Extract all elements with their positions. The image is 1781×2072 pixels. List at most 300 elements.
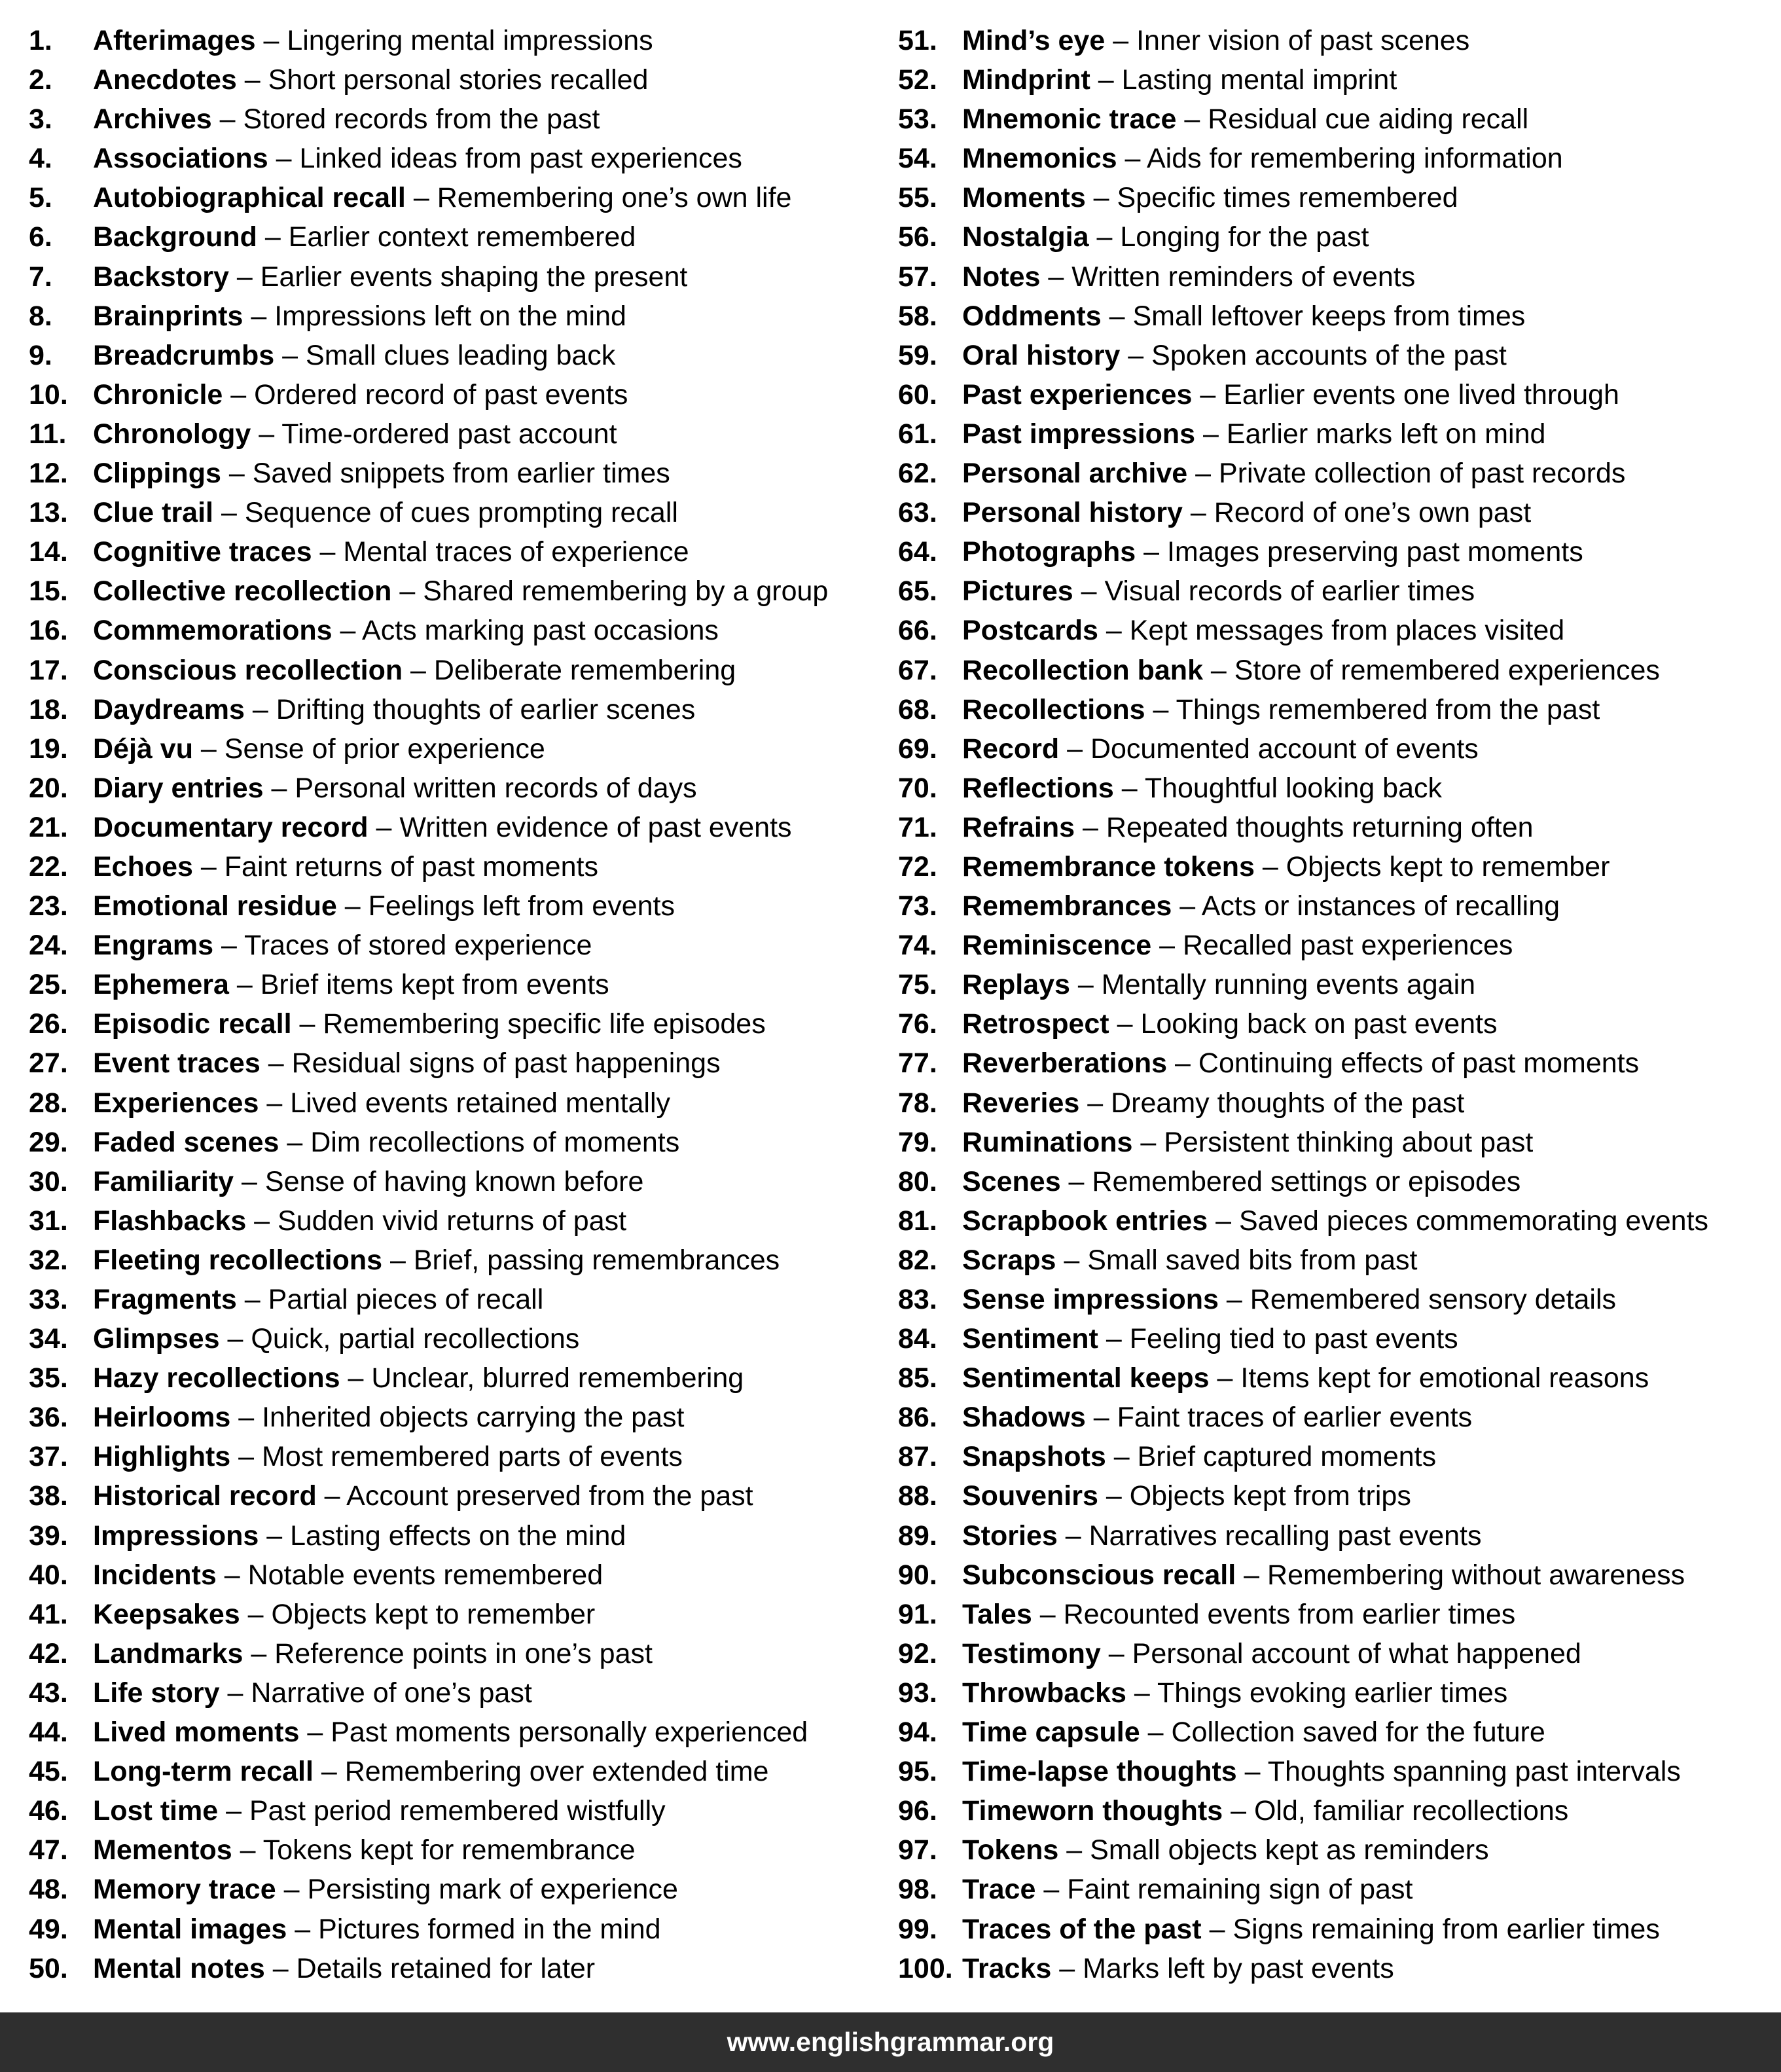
entry-number: 4. [29, 143, 52, 175]
entry-term: Long-term recall [93, 1756, 314, 1788]
entry-definition: Objects kept to remember [1286, 850, 1610, 882]
entry-separator: – [228, 261, 261, 293]
entry-separator: – [1059, 733, 1090, 765]
list-item [29, 139, 880, 178]
list-item [898, 1083, 1775, 1123]
entry-term: Glimpses [93, 1323, 220, 1355]
entry-term: Stories [962, 1519, 1058, 1552]
entry-separator: – [1073, 575, 1105, 608]
entry-separator: – [192, 850, 225, 882]
list-item [898, 1949, 1775, 1988]
entry-number: 87. [898, 1441, 937, 1473]
list-item [29, 1201, 880, 1241]
entry-separator: – [211, 103, 243, 136]
entry-definition: Remembering over extended time [344, 1756, 769, 1788]
entry-separator: – [291, 1008, 323, 1040]
entry-term: Clippings [93, 458, 221, 490]
entry-separator: – [1058, 1834, 1090, 1866]
entry-number: 33. [29, 1284, 68, 1315]
entry-term: Mnemonic trace [962, 103, 1177, 136]
list-item [29, 217, 880, 257]
list-item [898, 847, 1775, 886]
footer-bar [0, 2012, 1781, 2072]
list-item [898, 1201, 1775, 1241]
entry-number: 76. [898, 1008, 937, 1040]
list-item [29, 1791, 880, 1830]
entry-number: 83. [898, 1284, 937, 1315]
list-item [29, 1004, 880, 1044]
entry-number: 32. [29, 1244, 68, 1276]
entry-term: Impressions [93, 1519, 259, 1552]
list-item [898, 572, 1775, 611]
entry-definition: Residual cue aiding recall [1208, 103, 1529, 136]
entry-number: 28. [29, 1087, 68, 1119]
entry-separator: – [368, 811, 400, 843]
entry-definition: Persisting mark of experience [307, 1874, 678, 1906]
entry-term: Déjà vu [93, 733, 193, 765]
entry-definition: Objects kept from trips [1129, 1480, 1411, 1512]
list-item [898, 1123, 1775, 1162]
entry-separator: – [216, 1559, 248, 1591]
entry-number: 12. [29, 458, 68, 490]
list-item [29, 572, 880, 611]
entry-number: 70. [898, 772, 937, 804]
word-list-right-column [898, 21, 1775, 1988]
entry-number: 44. [29, 1717, 68, 1749]
entry-number: 63. [898, 497, 937, 529]
entry-number: 59. [898, 339, 937, 371]
entry-definition: Personal account of what happened [1132, 1637, 1581, 1669]
entry-separator: – [1209, 1362, 1241, 1394]
entry-definition: Unclear, blurred remembering [371, 1362, 744, 1394]
entry-term: Incidents [93, 1559, 217, 1591]
entry-definition: Record of one’s own past [1214, 497, 1532, 529]
list-item [898, 414, 1775, 454]
entry-definition: Small saved bits from past [1087, 1244, 1418, 1276]
entry-term: Snapshots [962, 1441, 1106, 1473]
entry-number: 15. [29, 575, 68, 608]
list-item [29, 769, 880, 808]
entry-definition: Kept messages from places visited [1129, 615, 1565, 647]
entry-term: Remembrances [962, 890, 1172, 922]
list-item [898, 21, 1775, 60]
entry-definition: Narrative of one’s past [251, 1677, 532, 1709]
entry-number: 49. [29, 1913, 68, 1945]
list-item [898, 1044, 1775, 1083]
list-item [898, 1004, 1775, 1044]
entry-term: Echoes [93, 850, 193, 882]
entry-term: Time-lapse thoughts [962, 1756, 1237, 1788]
entry-term: Scrapbook entries [962, 1205, 1208, 1237]
list-item [898, 1791, 1775, 1830]
entry-term: Pictures [962, 575, 1073, 608]
entry-number: 74. [898, 930, 937, 962]
list-item [29, 1044, 880, 1083]
list-item [29, 1555, 880, 1595]
list-item [29, 651, 880, 690]
entry-separator: – [391, 575, 423, 608]
entry-separator: – [264, 1952, 297, 1984]
entry-term: Highlights [93, 1441, 231, 1473]
list-item [29, 297, 880, 336]
entry-definition: Short personal stories recalled [268, 64, 649, 96]
entry-term: Daydreams [93, 693, 245, 725]
list-item [29, 257, 880, 297]
entry-separator: – [1136, 536, 1167, 568]
list-item [898, 1713, 1775, 1752]
entry-separator: – [244, 693, 276, 725]
entry-number: 100. [898, 1952, 953, 1984]
entry-separator: – [1098, 615, 1130, 647]
list-item [898, 100, 1775, 139]
entry-separator: – [228, 969, 261, 1001]
entry-definition: Inner vision of past scenes [1136, 25, 1470, 56]
entry-separator: – [260, 1047, 292, 1080]
list-item [29, 21, 880, 60]
list-item [898, 297, 1775, 336]
entry-separator: – [236, 64, 268, 96]
entry-number: 37. [29, 1441, 68, 1473]
entry-definition: Remembering one’s own life [437, 182, 792, 214]
entry-term: Brainprints [93, 300, 243, 332]
entry-definition: Account preserved from the past [346, 1480, 753, 1512]
entry-term: Emotional residue [93, 890, 337, 922]
entry-term: Ephemera [93, 969, 229, 1001]
entry-number: 52. [898, 64, 937, 96]
entry-separator: – [1192, 378, 1224, 410]
entry-definition: Written evidence of past events [399, 811, 792, 843]
entry-definition: Looking back on past events [1140, 1008, 1498, 1040]
list-item [898, 532, 1775, 572]
entry-separator: – [1051, 1952, 1083, 1984]
entry-number: 9. [29, 339, 52, 371]
entry-number: 50. [29, 1952, 68, 1984]
entry-separator: – [1223, 1795, 1254, 1827]
entry-number: 13. [29, 497, 68, 529]
list-item [29, 1713, 880, 1752]
list-item [898, 1516, 1775, 1555]
list-item [29, 729, 880, 769]
entry-separator: – [287, 1913, 319, 1945]
entry-separator: – [1101, 300, 1133, 332]
list-item [29, 886, 880, 926]
entry-definition: Lasting effects on the mind [290, 1519, 626, 1552]
entry-separator: – [219, 1323, 251, 1355]
entry-separator: – [1070, 969, 1102, 1001]
entry-separator: – [313, 1756, 345, 1788]
entry-definition: Aids for remembering information [1146, 143, 1563, 175]
entry-definition: Old, familiar recollections [1253, 1795, 1569, 1827]
entry-separator: – [1236, 1756, 1268, 1788]
entry-number: 55. [898, 182, 937, 214]
entry-separator: – [1085, 1402, 1117, 1434]
entry-term: Past experiences [962, 378, 1193, 410]
entry-separator: – [1182, 497, 1214, 529]
entry-definition: Small leftover keeps from times [1132, 300, 1526, 332]
list-item [898, 1634, 1775, 1673]
list-item [29, 1083, 880, 1123]
entry-term: Ruminations [962, 1126, 1133, 1158]
entry-term: Afterimages [93, 25, 256, 56]
entry-number: 21. [29, 811, 68, 843]
entry-term: Landmarks [93, 1637, 243, 1669]
entry-definition: Remembering specific life episodes [323, 1008, 766, 1040]
entry-definition: Narratives recalling past events [1088, 1519, 1482, 1552]
entry-term: Experiences [93, 1087, 259, 1119]
entry-definition: Time-ordered past account [281, 418, 617, 450]
entry-separator: – [1090, 64, 1122, 96]
entry-term: Anecdotes [93, 64, 237, 96]
entry-separator: – [1075, 811, 1106, 843]
entry-term: Personal archive [962, 458, 1188, 490]
entry-number: 80. [898, 1165, 937, 1197]
entry-definition: Objects kept to remember [271, 1598, 596, 1630]
entry-number: 90. [898, 1559, 937, 1591]
list-item [29, 100, 880, 139]
list-item [29, 808, 880, 847]
entry-number: 64. [898, 536, 937, 568]
entry-term: Subconscious recall [962, 1559, 1236, 1591]
entry-number: 91. [898, 1598, 937, 1630]
entry-separator: – [1187, 458, 1219, 490]
entry-separator: – [1202, 654, 1234, 686]
list-item [898, 1595, 1775, 1634]
entry-term: Autobiographical recall [93, 182, 406, 214]
entry-number: 60. [898, 378, 937, 410]
entry-number: 17. [29, 654, 68, 686]
list-item [29, 1949, 880, 1988]
entry-separator: – [279, 1126, 311, 1158]
footer-url[interactable]: www.englishgrammar.org [727, 2027, 1054, 2057]
entry-separator: – [223, 378, 255, 410]
entry-separator: – [263, 772, 295, 804]
list-item [898, 1280, 1775, 1319]
entry-number: 18. [29, 693, 68, 725]
entry-definition: Faint traces of earlier events [1117, 1402, 1473, 1434]
entry-separator: – [1105, 25, 1137, 56]
entry-term: Archives [93, 103, 212, 136]
entry-separator: – [1040, 261, 1072, 293]
entry-term: Tales [962, 1598, 1032, 1630]
entry-term: Reverberations [962, 1047, 1168, 1080]
entry-number: 77. [898, 1047, 937, 1080]
entry-definition: Impressions left on the mind [274, 300, 626, 332]
entry-definition: Dim recollections of moments [310, 1126, 680, 1158]
entry-term: Notes [962, 261, 1041, 293]
entry-definition: Earlier events shaping the present [260, 261, 688, 293]
entry-separator: – [1109, 1008, 1141, 1040]
entry-number: 34. [29, 1323, 68, 1355]
entry-number: 47. [29, 1834, 68, 1866]
entry-separator: – [1120, 339, 1152, 371]
entry-term: Tracks [962, 1952, 1052, 1984]
entry-number: 85. [898, 1362, 937, 1394]
list-item [29, 1752, 880, 1791]
entry-number: 40. [29, 1559, 68, 1591]
entry-separator: – [230, 1441, 262, 1473]
entry-separator: – [236, 1284, 268, 1315]
entry-definition: Mentally running events again [1101, 969, 1476, 1001]
entry-term: Personal history [962, 497, 1183, 529]
list-item [29, 414, 880, 454]
entry-term: Photographs [962, 536, 1136, 568]
list-item [29, 1123, 880, 1162]
entry-definition: Most remembered parts of events [262, 1441, 683, 1473]
entry-separator: – [255, 25, 287, 56]
entry-number: 62. [898, 458, 937, 490]
entry-separator: – [405, 182, 437, 214]
entry-separator: – [1035, 1874, 1068, 1906]
entry-separator: – [257, 221, 289, 253]
entry-number: 69. [898, 733, 937, 765]
list-item [898, 60, 1775, 100]
entry-separator: – [232, 1834, 263, 1866]
list-item [898, 217, 1775, 257]
entry-definition: Notable events remembered [247, 1559, 603, 1591]
entry-definition: Things evoking earlier times [1157, 1677, 1508, 1709]
entry-separator: – [1218, 1284, 1250, 1315]
entry-definition: Recalled past experiences [1183, 930, 1513, 962]
entry-definition: Remembered sensory details [1250, 1284, 1617, 1315]
entry-separator: – [1100, 1637, 1132, 1669]
entry-definition: Saved pieces commemorating events [1239, 1205, 1709, 1237]
entry-number: 45. [29, 1756, 68, 1788]
list-item [29, 178, 880, 217]
entry-term: Timeworn thoughts [962, 1795, 1223, 1827]
list-item [29, 847, 880, 886]
list-item [898, 178, 1775, 217]
entry-number: 26. [29, 1008, 68, 1040]
entry-definition: Documented account of events [1090, 733, 1479, 765]
list-item [29, 1319, 880, 1358]
entry-definition: Acts marking past occasions [362, 615, 719, 647]
entry-term: Cognitive traces [93, 536, 312, 568]
entry-definition: Past moments personally experienced [331, 1717, 808, 1749]
list-item [898, 139, 1775, 178]
entry-term: Replays [962, 969, 1070, 1001]
list-item [898, 1319, 1775, 1358]
list-item [898, 1870, 1775, 1909]
entry-definition: Dreamy thoughts of the past [1111, 1087, 1465, 1119]
list-item [898, 1752, 1775, 1791]
entry-definition: Earlier events one lived through [1223, 378, 1619, 410]
entry-term: Souvenirs [962, 1480, 1098, 1512]
entry-definition: Faint remaining sign of past [1067, 1874, 1413, 1906]
entry-term: Testimony [962, 1637, 1101, 1669]
entry-term: Keepsakes [93, 1598, 240, 1630]
entry-term: Event traces [93, 1047, 261, 1080]
entry-term: Reflections [962, 772, 1114, 804]
entry-definition: Remembering without awareness [1267, 1559, 1685, 1591]
list-item [898, 1398, 1775, 1437]
entry-number: 95. [898, 1756, 937, 1788]
entry-separator: – [1176, 103, 1208, 136]
entry-number: 27. [29, 1047, 68, 1080]
entry-number: 38. [29, 1480, 68, 1512]
entry-term: Life story [93, 1677, 220, 1709]
list-item [29, 60, 880, 100]
entry-definition: Spoken accounts of the past [1151, 339, 1507, 371]
entry-separator: – [1079, 1087, 1111, 1119]
list-item [898, 454, 1775, 493]
entry-definition: Lingering mental impressions [287, 25, 653, 56]
entry-definition: Saved snippets from earlier times [252, 458, 670, 490]
entry-separator: – [1140, 1717, 1172, 1749]
list-item [898, 1358, 1775, 1398]
entry-separator: – [1145, 693, 1176, 725]
entry-definition: Lived events retained mentally [290, 1087, 671, 1119]
entry-separator: – [192, 733, 225, 765]
entry-term: Scraps [962, 1244, 1056, 1276]
entry-separator: – [1106, 1441, 1138, 1473]
entry-definition: Remembered settings or episodes [1092, 1165, 1521, 1197]
entry-term: Commemorations [93, 615, 333, 647]
entry-definition: Images preserving past moments [1166, 536, 1583, 568]
entry-separator: – [1167, 1047, 1198, 1080]
entry-separator: – [1151, 930, 1183, 962]
entry-term: Faded scenes [93, 1126, 279, 1158]
entry-separator: – [221, 458, 253, 490]
entry-separator: – [1236, 1559, 1268, 1591]
entry-number: 68. [898, 693, 937, 725]
list-item [29, 1595, 880, 1634]
entry-separator: – [1132, 1126, 1164, 1158]
entry-term: Recollection bank [962, 654, 1203, 686]
entry-definition: Partial pieces of recall [268, 1284, 544, 1315]
entry-number: 78. [898, 1087, 937, 1119]
entry-term: Breadcrumbs [93, 339, 275, 371]
entry-term: Throwbacks [962, 1677, 1126, 1709]
entry-definition: Pictures formed in the mind [318, 1913, 661, 1945]
entry-number: 43. [29, 1677, 68, 1709]
list-item [29, 454, 880, 493]
entry-number: 53. [898, 103, 937, 136]
entry-number: 24. [29, 930, 68, 962]
entry-term: Time capsule [962, 1717, 1140, 1749]
entry-term: Shadows [962, 1402, 1086, 1434]
entry-term: Episodic recall [93, 1008, 292, 1040]
entry-separator: – [340, 1362, 372, 1394]
entry-term: Past impressions [962, 418, 1196, 450]
entry-definition: Small clues leading back [306, 339, 616, 371]
entry-definition: Written reminders of events [1071, 261, 1416, 293]
entry-number: 57. [898, 261, 937, 293]
list-item [898, 1437, 1775, 1476]
entry-definition: Linked ideas from past experiences [299, 143, 742, 175]
list-item [29, 1870, 880, 1909]
entry-separator: – [230, 1402, 262, 1434]
entry-definition: Sequence of cues prompting recall [244, 497, 678, 529]
entry-definition: Personal written records of days [295, 772, 697, 804]
entry-separator: – [259, 1087, 291, 1119]
entry-definition: Residual signs of past happenings [291, 1047, 721, 1080]
entry-number: 93. [898, 1677, 937, 1709]
entry-term: Traces of the past [962, 1913, 1202, 1945]
entry-number: 92. [898, 1637, 937, 1669]
entry-separator: – [218, 1795, 249, 1827]
list-item [898, 1830, 1775, 1870]
list-item [29, 1398, 880, 1437]
entry-number: 11. [29, 418, 67, 450]
list-item [29, 1673, 880, 1713]
entry-definition: Longing for the past [1120, 221, 1369, 253]
entry-definition: Quick, partial recollections [251, 1323, 580, 1355]
entry-number: 71. [898, 811, 937, 843]
entry-number: 19. [29, 733, 68, 765]
entry-term: Scenes [962, 1165, 1061, 1197]
entry-number: 98. [898, 1874, 937, 1906]
entry-definition: Marks left by past events [1083, 1952, 1394, 1984]
